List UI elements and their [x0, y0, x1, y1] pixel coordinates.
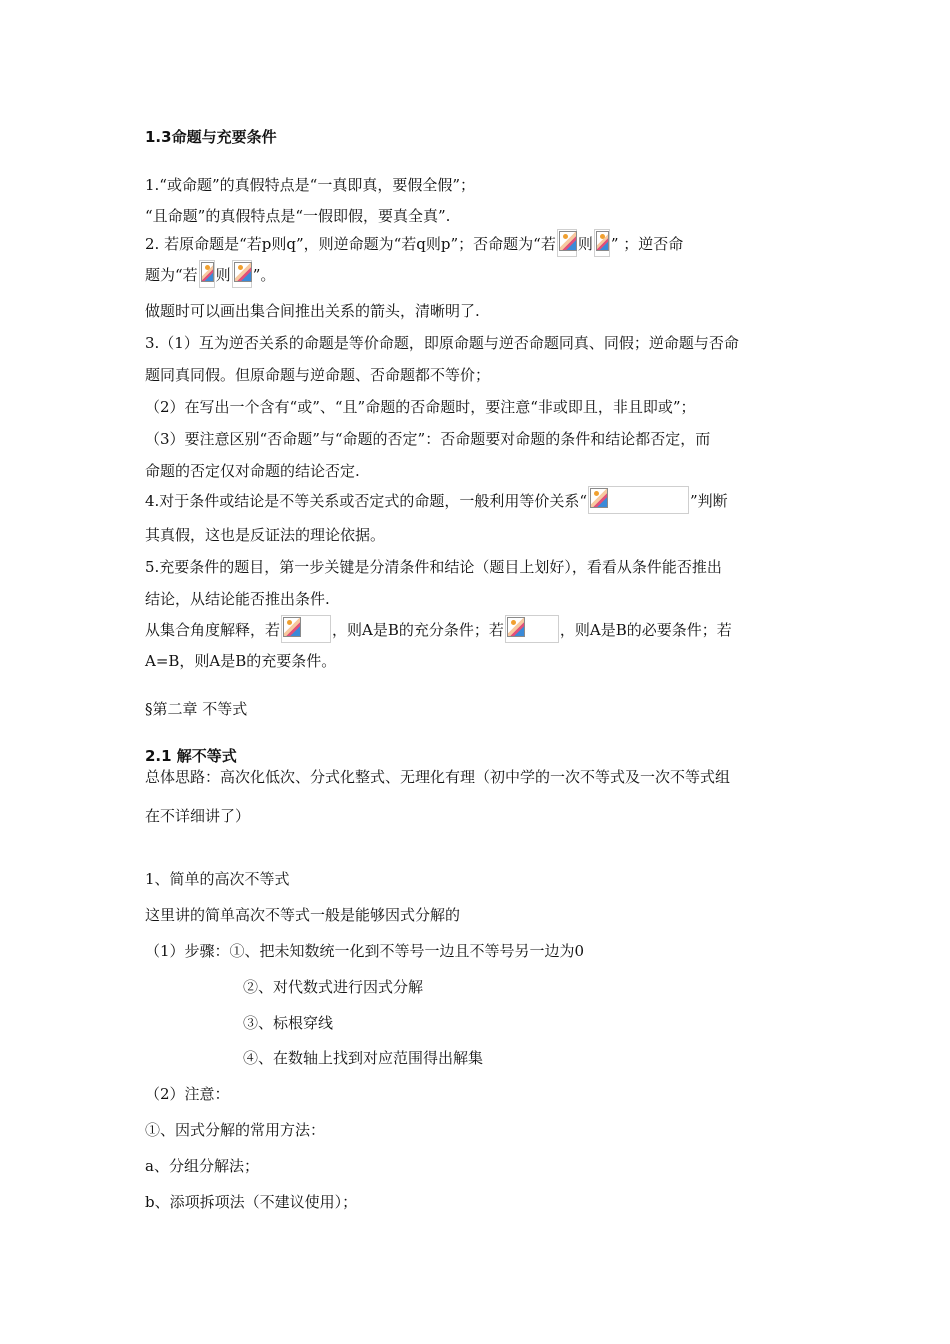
step-1: （1）步骤：①、把未知数统一化到不等号一边且不等号另一边为0: [145, 942, 585, 960]
broken-image-icon: [507, 617, 525, 637]
text-segment: 2. 若原命题是“若p则q”，则逆命题为“若q则p”；否命题为“若: [145, 235, 556, 253]
formula-image: [232, 260, 252, 288]
paragraph-2c: 做题时可以画出集合间推出关系的箭头，清晰明了.: [145, 302, 480, 320]
formula-image: [557, 229, 577, 257]
text-segment: 从集合角度解释，若: [145, 621, 281, 639]
subsection-title: 1、简单的高次不等式: [145, 870, 290, 888]
intro-line-b: 在不详细讲了）: [145, 807, 251, 825]
paragraph-5b: 结论，从结论能否推出条件.: [145, 590, 330, 608]
broken-image-icon: [559, 231, 577, 251]
formula-image: [281, 615, 331, 643]
paragraph-5c: [145, 617, 732, 645]
paragraph-5a: 5.充要条件的题目，第一步关键是分清条件和结论（题目上划好），看看从条件能否推出: [145, 558, 722, 576]
broken-image-icon: [596, 231, 609, 251]
broken-image-icon: [201, 262, 214, 282]
intro-line-a: 总体思路：高次化低次、分式化整式、无理化有理（初中学的一次不等式及一次不等式组: [145, 768, 731, 786]
section-heading-1-3: 1.3命题与充要条件: [145, 128, 277, 146]
formula-image: [588, 486, 689, 514]
note-item-a: a、分组分解法；: [145, 1157, 259, 1175]
text-segment: ，则A是B的充分条件；若: [332, 621, 504, 639]
paragraph-1a: 1.“或命题”的真假特点是“一真即真，要假全假”；: [145, 176, 475, 194]
step-2: ②、对代数式进行因式分解: [243, 978, 424, 996]
broken-image-icon: [234, 262, 252, 282]
paragraph-4a: [145, 488, 728, 516]
broken-image-icon: [283, 617, 301, 637]
note-heading: （2）注意：: [145, 1085, 230, 1103]
text-segment: ”。: [252, 266, 276, 284]
step-3: ③、标根穿线: [243, 1014, 334, 1032]
subsection-desc: 这里讲的简单高次不等式一般是能够因式分解的: [145, 906, 461, 924]
text-segment: 题为“若: [145, 266, 198, 284]
chapter-title: §第二章 不等式: [145, 700, 248, 718]
section-heading-2-1: 2.1 解不等式: [145, 747, 237, 765]
paragraph-2a: [145, 231, 683, 259]
text-segment: 4.对于条件或结论是不等关系或否定式的命题，一般利用等价关系“: [145, 492, 587, 510]
paragraph-3b: 题同真同假。但原命题与逆命题、否命题都不等价；: [145, 366, 491, 384]
note-item-b: b、添项拆项法（不建议使用）；: [145, 1193, 358, 1211]
paragraph-4b: 其真假，这也是反证法的理论依据。: [145, 526, 386, 544]
paragraph-5d: A=B，则A是B的充要条件。: [145, 652, 337, 670]
note-item-1: ①、因式分解的常用方法：: [145, 1121, 326, 1139]
text-segment: ”判断: [689, 492, 728, 510]
paragraph-2b: [145, 262, 275, 290]
formula-image: [594, 229, 610, 257]
step-4: ④、在数轴上找到对应范围得出解集: [243, 1049, 484, 1067]
broken-image-icon: [590, 488, 608, 508]
text-segment: ，则A是B的必要条件；若: [559, 621, 732, 639]
paragraph-3c: （2）在写出一个含有“或”、“且”命题的否命题时，要注意“非或即且，非且即或”；: [145, 398, 696, 416]
text-segment: ” ；逆否命: [610, 235, 684, 253]
paragraph-3e: 命题的否定仅对命题的结论否定.: [145, 462, 360, 480]
formula-image: [199, 260, 215, 288]
text-segment: 则: [577, 235, 593, 253]
paragraph-3a: 3.（1）互为逆否关系的命题是等价命题，即原命题与逆否命题同真、同假；逆命题与否命: [145, 334, 739, 352]
formula-image: [505, 615, 559, 643]
text-segment: 则: [215, 266, 231, 284]
paragraph-3d: （3）要注意区别“否命题”与“命题的否定”：否命题要对命题的条件和结论都否定，而: [145, 430, 711, 448]
paragraph-1b: “且命题”的真假特点是“一假即假，要真全真”.: [145, 207, 451, 225]
